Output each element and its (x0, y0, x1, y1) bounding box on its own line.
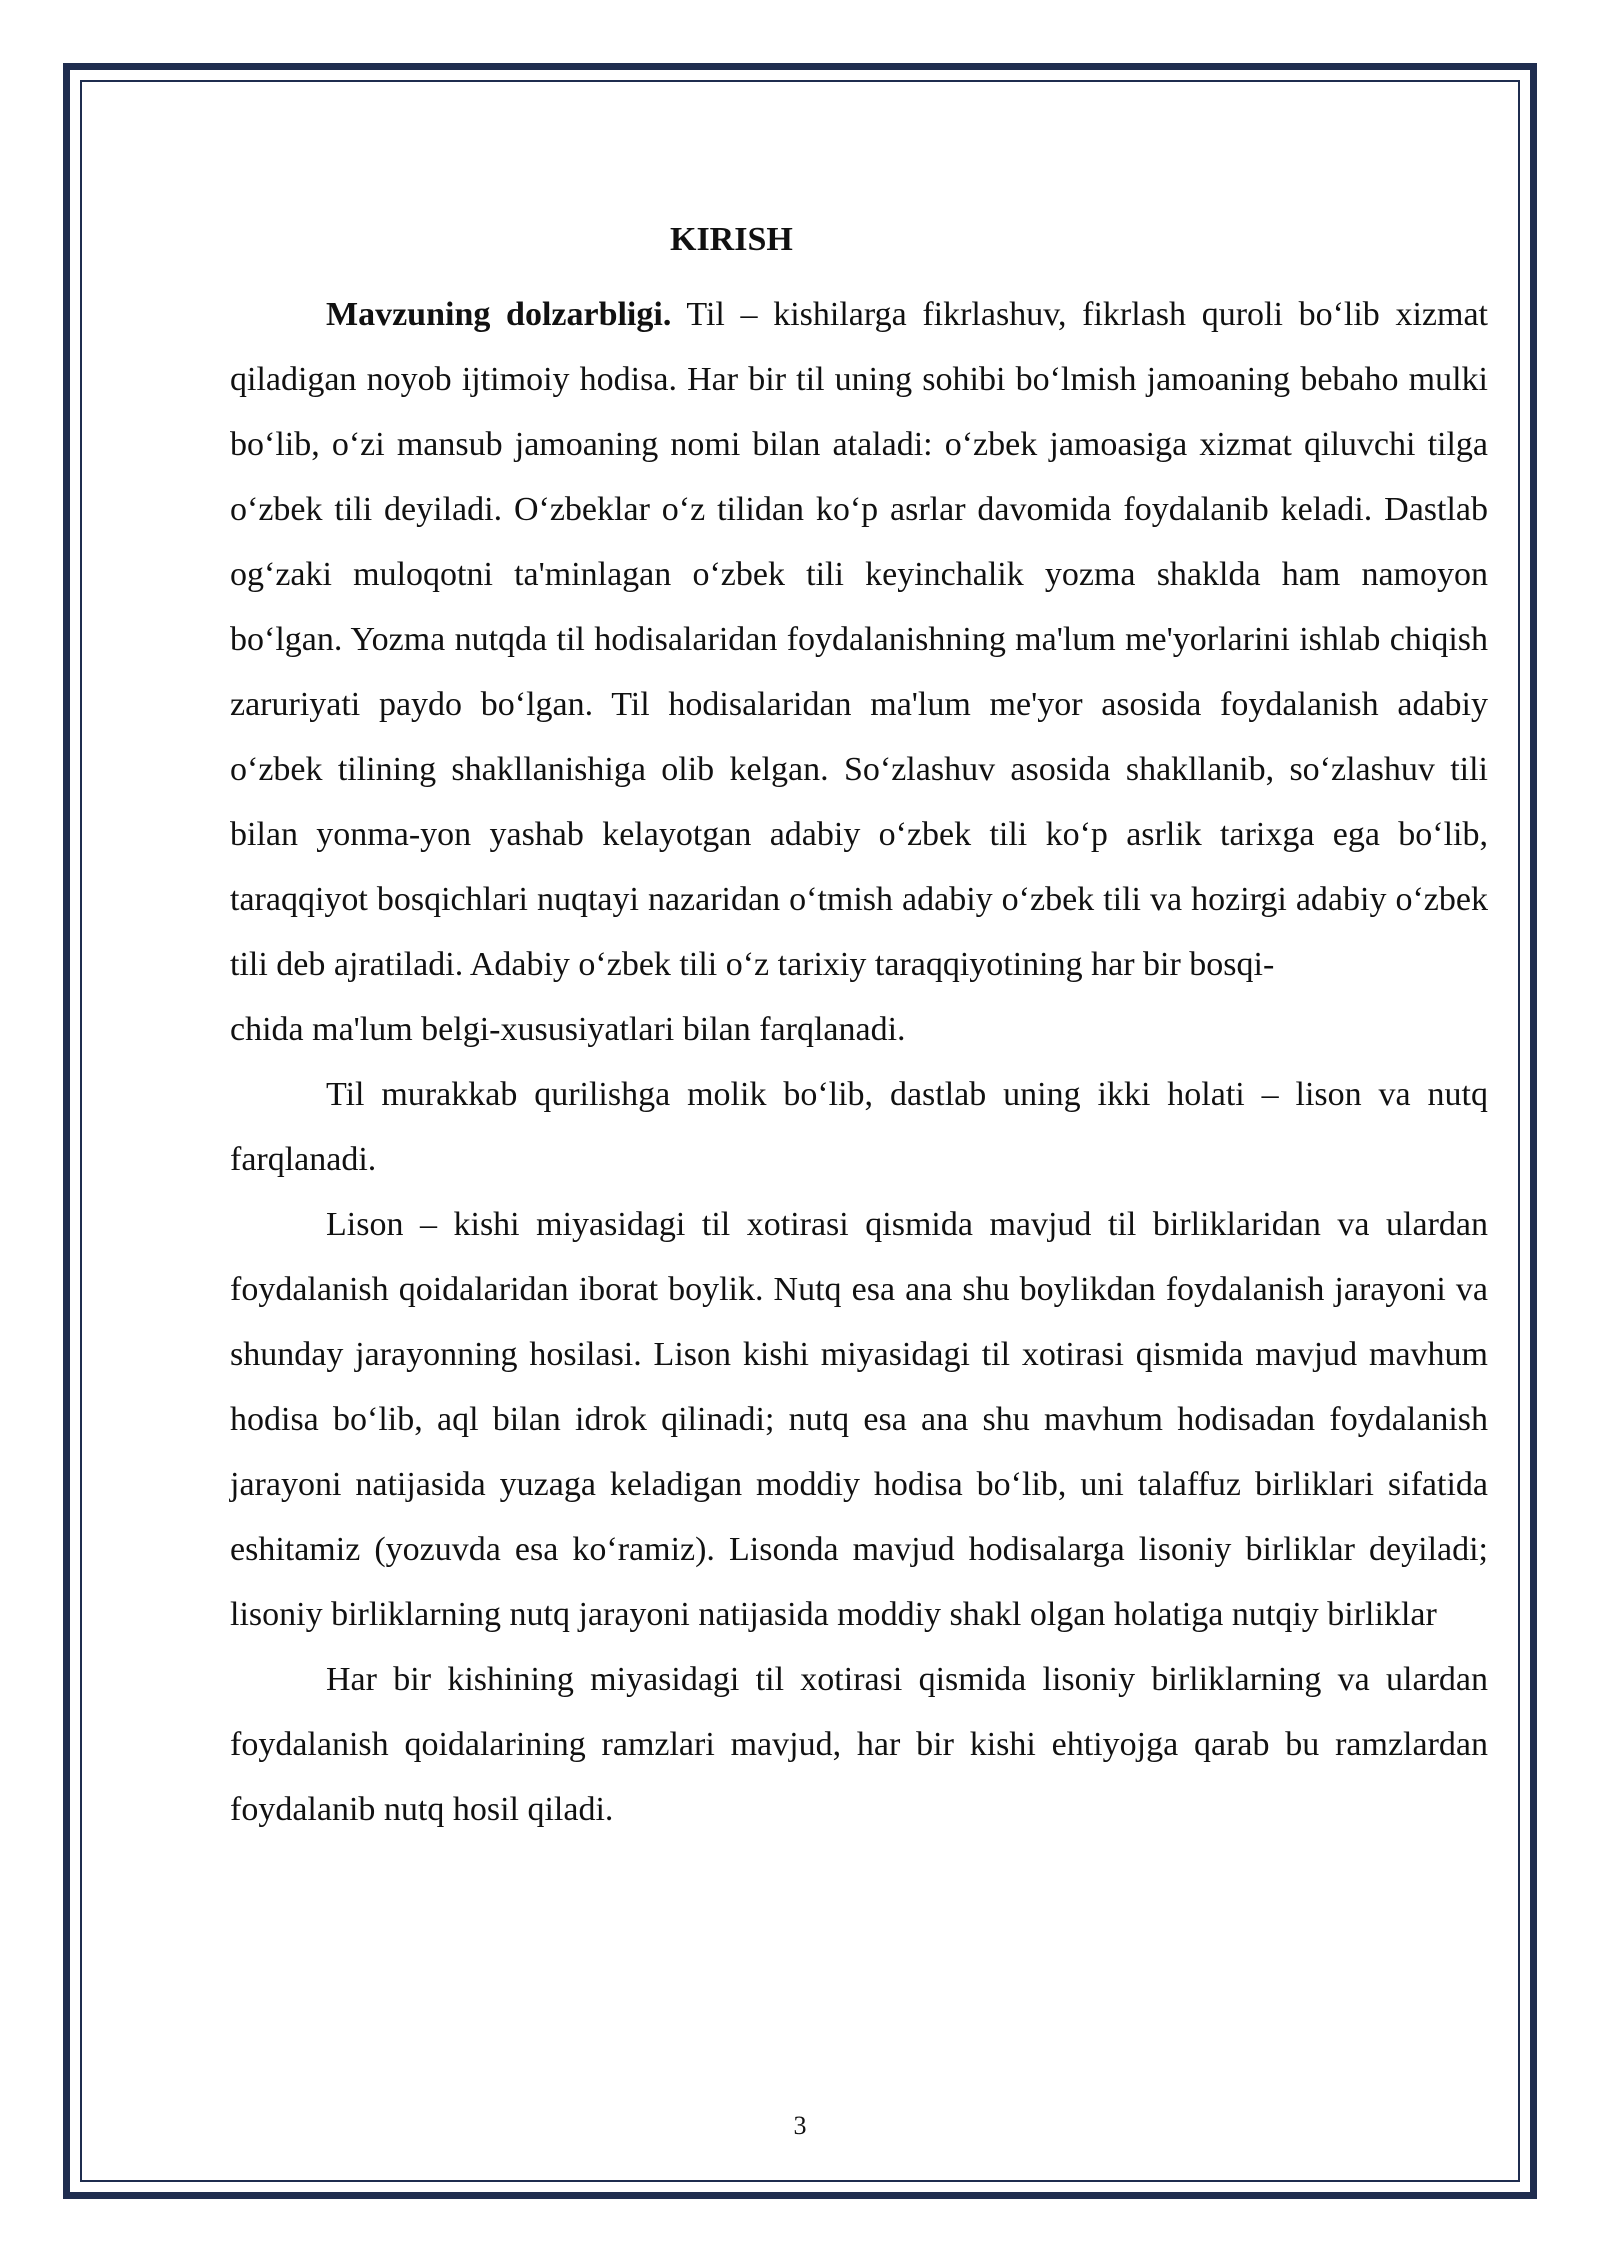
paragraph-continuation: chida ma'lum belgi-xususiyatlari bilan farqlanadi. (230, 1011, 906, 1048)
paragraph-language-memory: Har bir kishining miyasidagi til xotirasi qismida lisoniy birliklarning va ulardan foydalanish qoidalarining ramzlari mavjud, har bir kishi ehtiyojga qarab bu ramzlardan foydalanib nutq hosil qiladi. (230, 1661, 1488, 1828)
page-number: 3 (793, 2111, 807, 2140)
paragraph-topicality-text: Til – kishilarga fikrlashuv, fikrlash quroli bo‘lib xizmat qiladigan noyob ijtimoiy hodisa. Har bir til uning sohibi bo‘lmish jamoaning bebaho mulki bo‘lib, o‘zi mansub jamoaning nomi bilan ataladi: o‘zbek jamoasiga xizmat qiluvchi tilga o‘zbek tili deyiladi. O‘zbeklar o‘z tilidan ko‘p asrlar davomida foydalanib keladi. Dastlab og‘zaki muloqotni ta'minlagan o‘zbek tili keyinchalik yozma shaklda ham namoyon bo‘lgan. Yozma nutqda til hodisalaridan foydalanishning ma'lum me'yorlarini ishlab chiqish zaruriyati paydo bo‘lgan. Til hodisalaridan ma'lum me'yor asosida foydalanish adabiy o‘zbek tilining shakllanishiga olib kelgan. So‘zlashuv asosida shakllanib, so‘zlashuv tili bilan yonma-yon yashab kelayotgan adabiy o‘zbek tili ko‘p asrlik tarixga ega bo‘lib, taraqqiyot bosqichlari nuqtayi nazaridan o‘tmish adabiy o‘zbek tili va hozirgi adabiy o‘zbek tili deb ajratiladi. Adabiy o‘zbek tili o‘z tarixiy taraqqiyotining har bir bosqi- (230, 296, 1489, 983)
paragraph-language-structure: Til murakkab qurilishga molik bo‘lib, dastlab uning ikki holati – lison va nutq farqlanadi. (230, 1076, 1488, 1178)
paragraph-lead-heading: Mavzuning dolzarbligi. (326, 296, 672, 333)
document-body (230, 282, 1488, 1842)
paragraph-lison-nutq: Lison – kishi miyasidagi til xotirasi qismida mavjud til birliklaridan va ulardan foydalanish qoidalaridan iborat boylik. Nutq esa ana shu boylikdan foydalanish jarayoni va shunday jarayonning hosilasi. Lison kishi miyasidagi til xotirasi qismida mavjud mavhum hodisa bo‘lib, aql bilan idrok qilinadi; nutq esa ana shu mavhum hodisadan foydalanish jarayoni natijasida yuzaga keladigan moddiy hodisa bo‘lib, uni talaffuz birliklari sifatida eshitamiz (yozuvda esa ko‘ramiz). Lisonda mavjud hodisalarga lisoniy birliklar deyiladi; lisoniy birliklarning nutq jarayoni natijasida moddiy shakl olgan holatiga nutqiy birliklar (230, 1206, 1488, 1633)
paragraph-topicality (230, 282, 1488, 997)
section-title: KIRISH (670, 221, 793, 258)
